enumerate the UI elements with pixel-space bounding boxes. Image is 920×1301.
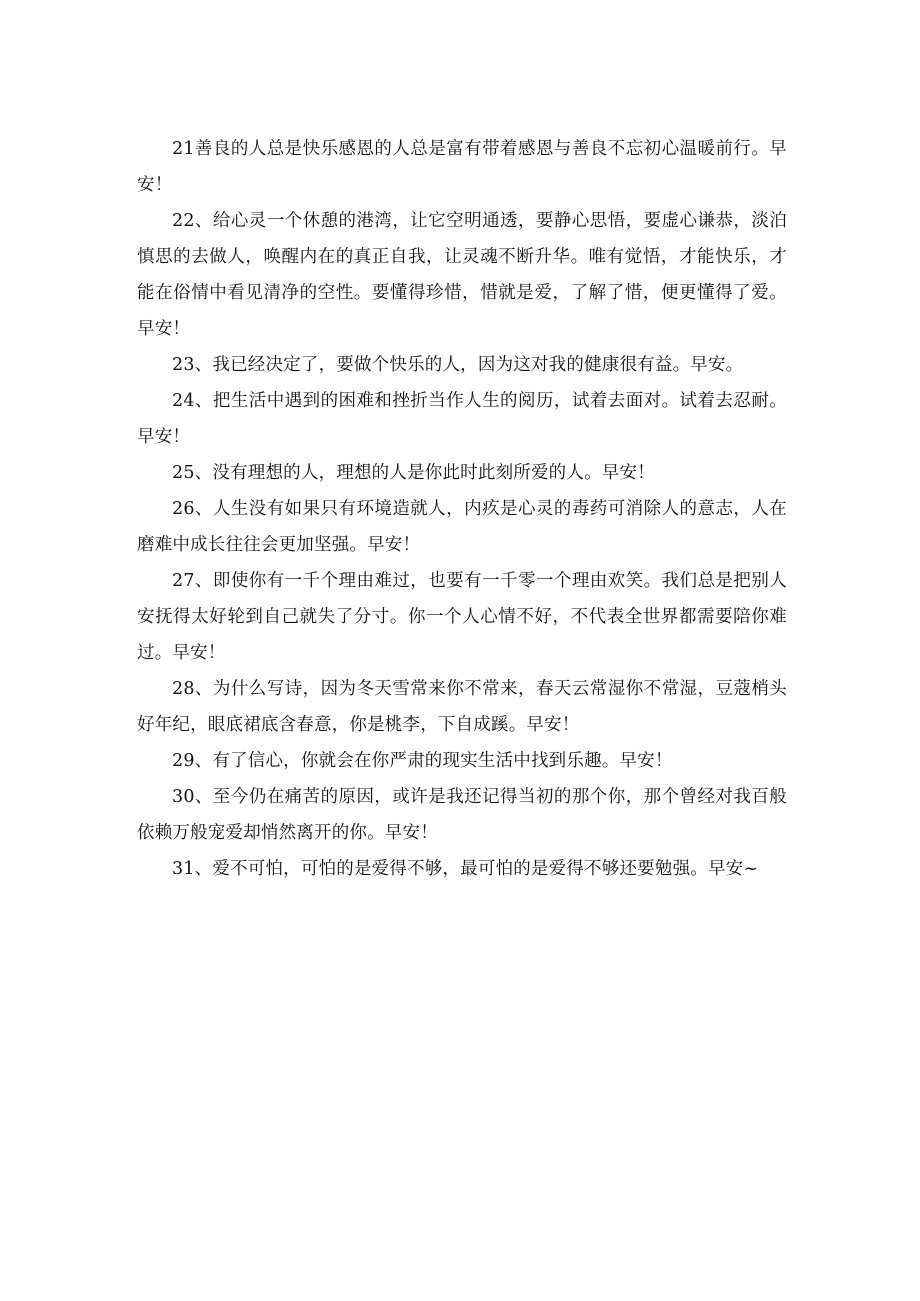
paragraph-31: 31、爱不可怕，可怕的是爱得不够，最可怕的是爱得不够还要勉强。早安~ bbox=[172, 859, 759, 879]
paragraph-30: 30、至今仍在痛苦的原因，或许是我还记得当初的那个你，那个曾经对我百般依赖万般宠爱却悄然离开的你。早安！ bbox=[137, 787, 787, 843]
paragraph-29: 29、有了信心，你就会在你严肃的现实生活中找到乐趣。早安！ bbox=[172, 751, 673, 771]
document-body bbox=[137, 131, 787, 887]
paragraph-27: 27、即使你有一千个理由难过，也要有一千零一个理由欢笑。我们总是把别人安抚得太好轮到自己就失了分寸。你一个人心情不好，不代表全世界都需要陪你难过。早安！ bbox=[137, 571, 787, 663]
paragraph-23: 23、我已经决定了，要做个快乐的人，因为这对我的健康很有益。早安。 bbox=[172, 355, 744, 375]
paragraph-25: 25、没有理想的人，理想的人是你此时此刻所爱的人。早安！ bbox=[172, 463, 655, 483]
paragraph-21: 21善良的人总是快乐感恩的人总是富有带着感恩与善良不忘初心温暖前行。早安！ bbox=[137, 139, 787, 195]
paragraph-22: 22、给心灵一个休憩的港湾，让它空明通透，要静心思悟，要虚心谦恭，淡泊慎思的去做人，唤醒内在的真正自我，让灵魂不断升华。唯有觉悟，才能快乐，才能在俗情中看见清净的空性。要懂得珍惜，惜就是爱，了解了惜，便更懂得了爱。早安！ bbox=[137, 211, 787, 339]
paragraph-24: 24、把生活中遇到的困难和挫折当作人生的阅历，试着去面对。试着去忍耐。早安！ bbox=[137, 391, 787, 447]
paragraph-26: 26、人生没有如果只有环境造就人，内疚是心灵的毒药可消除人的意志，人在磨难中成长往往会更加坚强。早安！ bbox=[137, 499, 787, 555]
paragraph-28: 28、为什么写诗，因为冬天雪常来你不常来，春天云常湿你不常湿，豆蔻梢头好年纪，眼底裙底含春意，你是桃李，下自成蹊。早安！ bbox=[137, 679, 787, 735]
